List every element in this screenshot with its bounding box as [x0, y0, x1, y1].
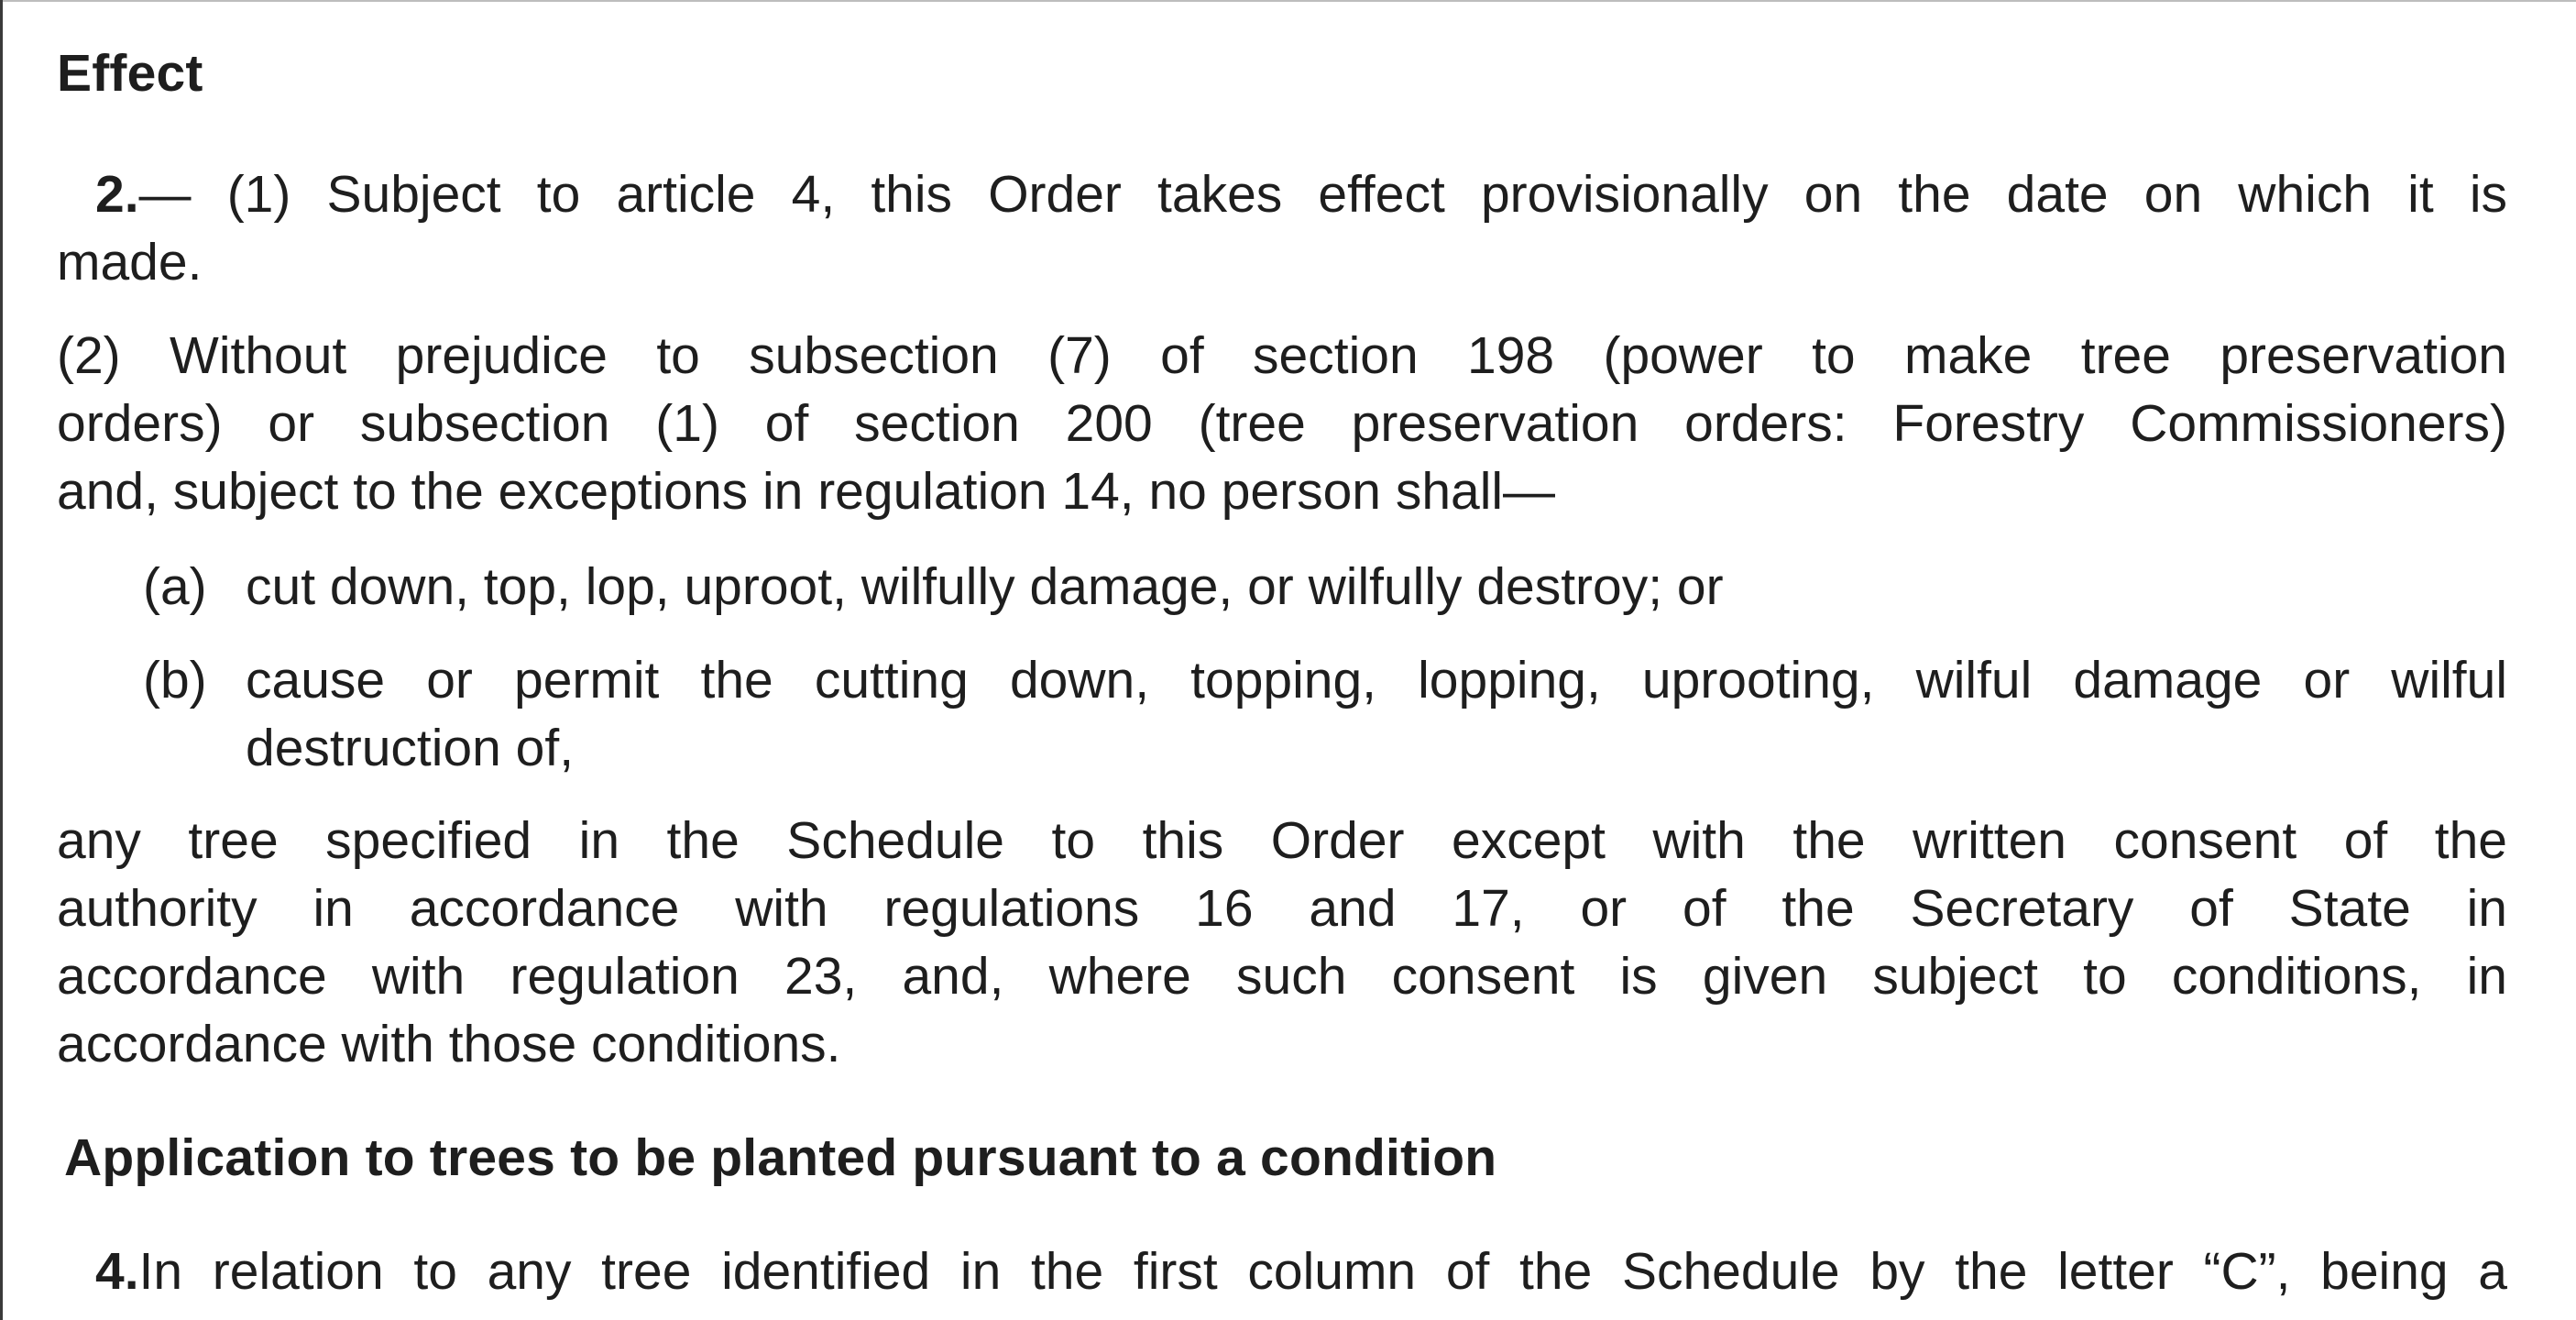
article-2-p3-line-1: any tree specified in the Schedule to this Order except with the written consent of the: [57, 811, 2507, 870]
list-item-a-text: [246, 553, 2507, 621]
article-2-p3-line-3: accordance with regulation 23, and, where such consent is given subject to conditions, in: [57, 947, 2507, 1006]
article-2-p2-line-2: orders) or subsection (1) of section 200 (tree preservation orders: Forestry Commissioners): [57, 394, 2507, 453]
heading-effect: Effect: [57, 44, 203, 103]
page-left-edge: [0, 0, 3, 1320]
list-item-b-text: [246, 646, 2507, 782]
article-2-paragraph-1-end: [57, 228, 2507, 296]
list-item-b-line-1: cause or permit the cutting down, topping, lopping, uprooting, wilful damage or wilful: [246, 651, 2507, 710]
article-2-p3-line-4: accordance with those conditions.: [57, 1015, 841, 1073]
page-top-edge: [0, 0, 2576, 2]
article-4-text: In relation to any tree identified in the first column of the Schedule by the letter “C”, being a: [138, 1242, 2507, 1301]
article-2-p2-line-3: and, subject to the exceptions in regulation 14, no person shall—: [57, 462, 1556, 521]
list-item-b-line-2: destruction of,: [246, 719, 575, 777]
article-2-paragraph-1: [57, 160, 2507, 228]
list-item-a-label: (a): [143, 557, 207, 616]
article-2-paragraph-3: [57, 807, 2507, 1078]
article-2-number: 2.: [95, 165, 139, 224]
article-4-paragraph: [57, 1238, 2507, 1305]
article-2-p1-line-2: made.: [57, 233, 203, 292]
heading-application: Application to trees to be planted pursuant to a condition: [64, 1128, 1497, 1187]
list-item-a-line-1: cut down, top, lop, uproot, wilfully damage, or wilfully destroy; or: [246, 557, 1724, 616]
article-2-paragraph-2: [57, 322, 2507, 525]
article-4-line-1: [95, 1238, 2507, 1305]
article-2-p3-line-2: authority in accordance with regulations 16 and 17, or of the Secretary of State in: [57, 879, 2507, 938]
article-4-number: 4.: [95, 1242, 139, 1301]
article-2-p1-line-1: [95, 160, 2507, 228]
article-2-p1-text: — (1) Subject to article 4, this Order takes effect provisionally on the date on which it is: [138, 165, 2507, 224]
list-item-b-label: (b): [143, 651, 207, 710]
article-2-p2-line-1: (2) Without prejudice to subsection (7) of section 198 (power to make tree preservation: [57, 326, 2507, 385]
